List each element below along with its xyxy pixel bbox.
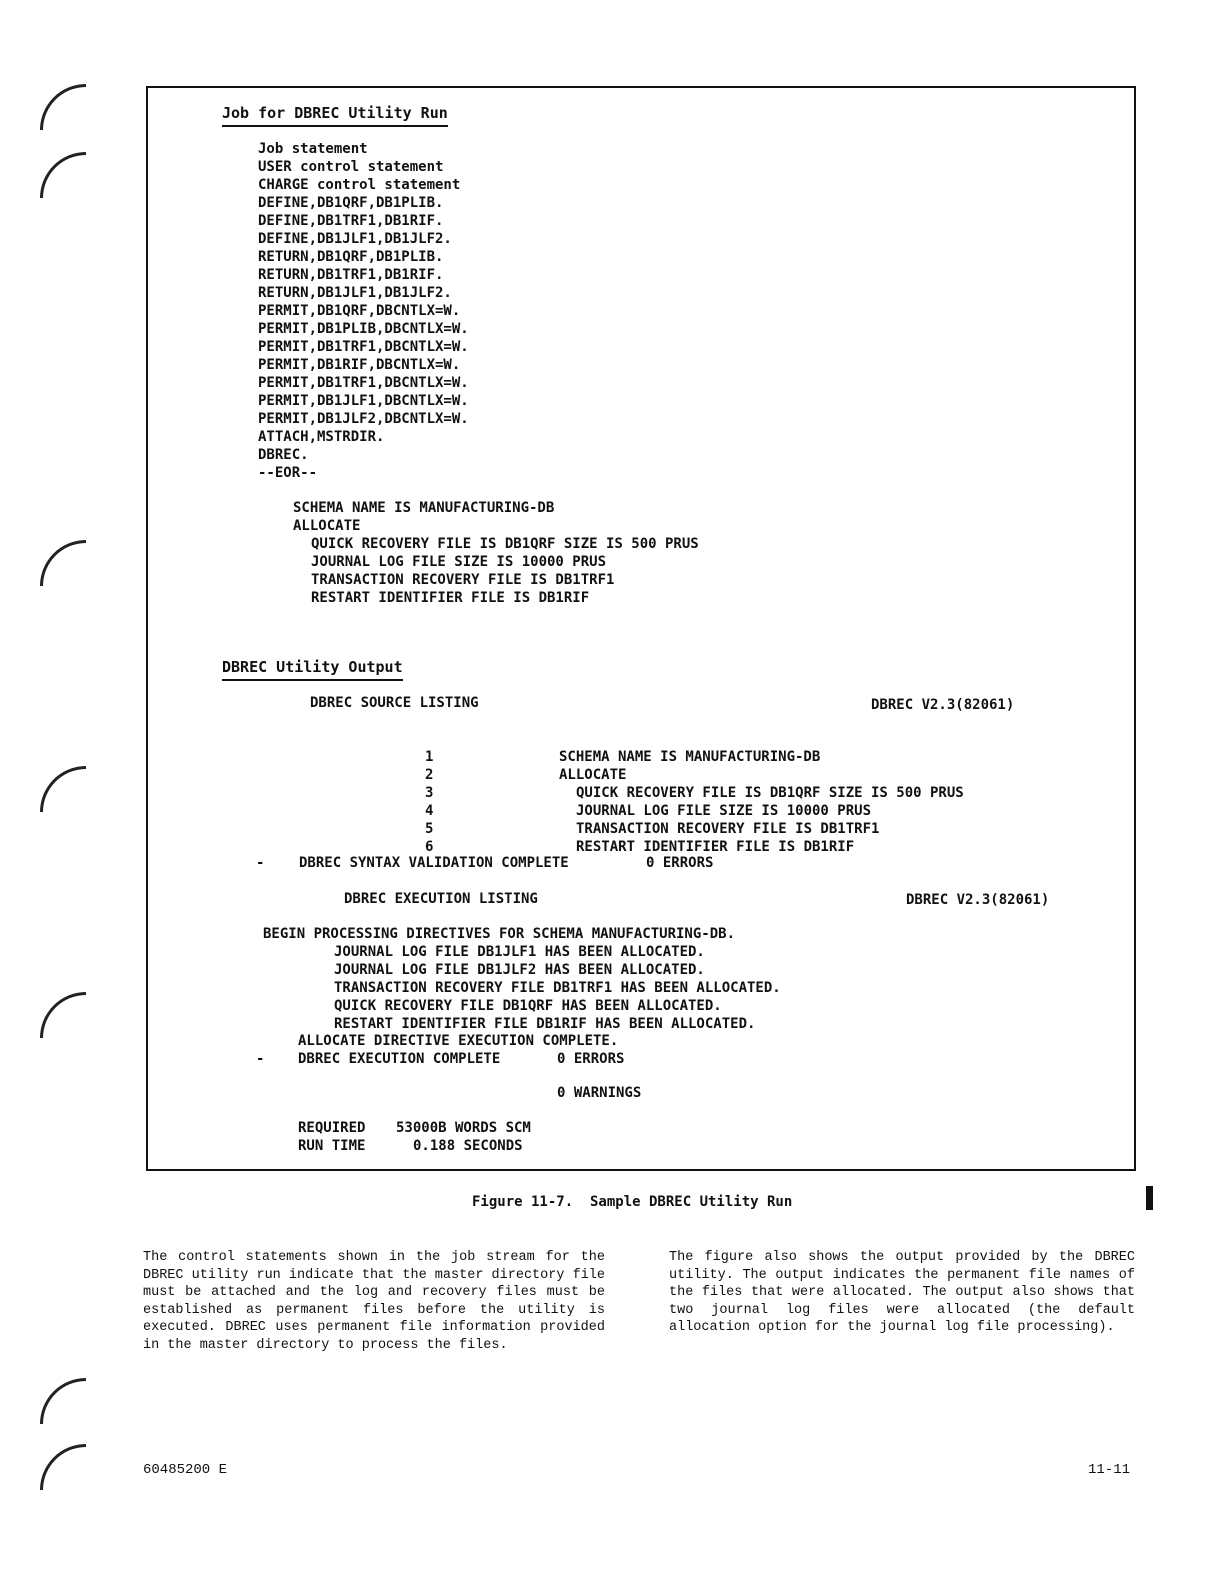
binder-hole [40, 152, 86, 198]
dash-marker: - [256, 855, 265, 871]
line-number: 3 [425, 785, 434, 801]
syntax-status: DBREC SYNTAX VALIDATION COMPLETE [299, 855, 569, 871]
paragraph-right: The figure also shows the output provided by the DBREC utility. The output indicates the permanent file names of the files that were allocated. The output also shows that two journal log files were allocated (the default allocation option for the journal log file processing). [669, 1250, 1135, 1335]
job-line: DEFINE,DB1JLF1,DB1JLF2. [258, 231, 452, 247]
job-line: USER control statement [258, 159, 444, 175]
execution-listing-version: DBREC V2.3(82061) [906, 892, 1050, 908]
begin-line: BEGIN PROCESSING DIRECTIVES FOR SCHEMA MANUFACTURING-DB. [263, 926, 736, 942]
job-line: DBREC. [258, 447, 309, 463]
directive-line: TRANSACTION RECOVERY FILE IS DB1TRF1 [311, 572, 615, 588]
exec-errors: 0 ERRORS [557, 1051, 625, 1067]
runtime-value: 0.188 SECONDS [413, 1138, 523, 1154]
line-number: 6 [425, 839, 434, 855]
job-line: ATTACH,MSTRDIR. [258, 429, 385, 445]
job-line: PERMIT,DB1QRF,DBCNTLX=W. [258, 303, 461, 319]
line-number: 5 [425, 821, 434, 837]
line-number: 1 [425, 749, 434, 765]
job-line: DEFINE,DB1TRF1,DB1RIF. [258, 213, 444, 229]
job-line: Job statement [258, 141, 368, 157]
exec-complete: DBREC EXECUTION COMPLETE [298, 1051, 501, 1067]
binder-hole [40, 540, 86, 586]
message-line: TRANSACTION RECOVERY FILE DB1TRF1 HAS BEEN ALLOCATED. [334, 980, 781, 996]
job-line: PERMIT,DB1JLF2,DBCNTLX=W. [258, 411, 469, 427]
required-label: REQUIRED [298, 1120, 366, 1136]
allocate-complete: ALLOCATE DIRECTIVE EXECUTION COMPLETE. [298, 1033, 619, 1049]
dash-marker: - [256, 1051, 265, 1067]
directive-line: SCHEMA NAME IS MANUFACTURING-DB [293, 500, 555, 516]
syntax-errors: 0 ERRORS [646, 855, 714, 871]
job-line: PERMIT,DB1TRF1,DBCNTLX=W. [258, 375, 469, 391]
source-line: TRANSACTION RECOVERY FILE IS DB1TRF1 [576, 821, 880, 837]
job-line: --EOR-- [258, 465, 318, 481]
job-line: CHARGE control statement [258, 177, 461, 193]
job-heading: Job for DBREC Utility Run [222, 104, 448, 127]
source-line: SCHEMA NAME IS MANUFACTURING-DB [559, 749, 821, 765]
directive-line: QUICK RECOVERY FILE IS DB1QRF SIZE IS 500 PRUS [311, 536, 699, 552]
execution-listing-title: DBREC EXECUTION LISTING [344, 891, 538, 907]
job-line: DEFINE,DB1QRF,DB1PLIB. [258, 195, 444, 211]
binder-hole [40, 1444, 86, 1490]
job-line: PERMIT,DB1PLIB,DBCNTLX=W. [258, 321, 469, 337]
directive-line: ALLOCATE [293, 518, 361, 534]
message-line: JOURNAL LOG FILE DB1JLF1 HAS BEEN ALLOCATED. [334, 944, 705, 960]
source-listing-title: DBREC SOURCE LISTING [310, 695, 479, 711]
change-bar [1146, 1186, 1153, 1210]
job-line: PERMIT,DB1TRF1,DBCNTLX=W. [258, 339, 469, 355]
binder-hole [40, 84, 86, 130]
required-value: 53000B WORDS SCM [396, 1120, 531, 1136]
directive-line: RESTART IDENTIFIER FILE IS DB1RIF [311, 590, 590, 606]
job-line: PERMIT,DB1RIF,DBCNTLX=W. [258, 357, 461, 373]
message-line: JOURNAL LOG FILE DB1JLF2 HAS BEEN ALLOCATED. [334, 962, 705, 978]
source-line: JOURNAL LOG FILE SIZE IS 10000 PRUS [576, 803, 872, 819]
source-line: ALLOCATE [559, 767, 627, 783]
job-line: RETURN,DB1JLF1,DB1JLF2. [258, 285, 452, 301]
footer-page-number: 11-11 [1088, 1462, 1131, 1478]
figure-caption: Figure 11-7. Sample DBREC Utility Run [472, 1194, 793, 1210]
source-listing-version: DBREC V2.3(82061) [871, 697, 1015, 713]
message-line: QUICK RECOVERY FILE DB1QRF HAS BEEN ALLOCATED. [334, 998, 722, 1014]
message-line: RESTART IDENTIFIER FILE DB1RIF HAS BEEN ALLOCATED. [334, 1016, 756, 1032]
directive-line: JOURNAL LOG FILE SIZE IS 10000 PRUS [311, 554, 607, 570]
footer-doc-number: 60485200 E [143, 1462, 228, 1478]
source-line: QUICK RECOVERY FILE IS DB1QRF SIZE IS 500 PRUS [576, 785, 964, 801]
binder-hole [40, 1378, 86, 1424]
source-line: RESTART IDENTIFIER FILE IS DB1RIF [576, 839, 855, 855]
line-number: 4 [425, 803, 434, 819]
output-heading: DBREC Utility Output [222, 658, 403, 681]
exec-warnings: 0 WARNINGS [557, 1085, 642, 1101]
runtime-label: RUN TIME [298, 1138, 366, 1154]
binder-hole [40, 766, 86, 812]
job-line: PERMIT,DB1JLF1,DBCNTLX=W. [258, 393, 469, 409]
line-number: 2 [425, 767, 434, 783]
paragraph-left: The control statements shown in the job stream for the DBREC utility run indicate that the master directory file must be attached and the log and recovery files must be established as permanent files before the utility is executed. DBREC uses permanent file information provided in the master directory to process the files. [143, 1250, 605, 1353]
job-line: RETURN,DB1QRF,DB1PLIB. [258, 249, 444, 265]
binder-hole [40, 992, 86, 1038]
job-line: RETURN,DB1TRF1,DB1RIF. [258, 267, 444, 283]
